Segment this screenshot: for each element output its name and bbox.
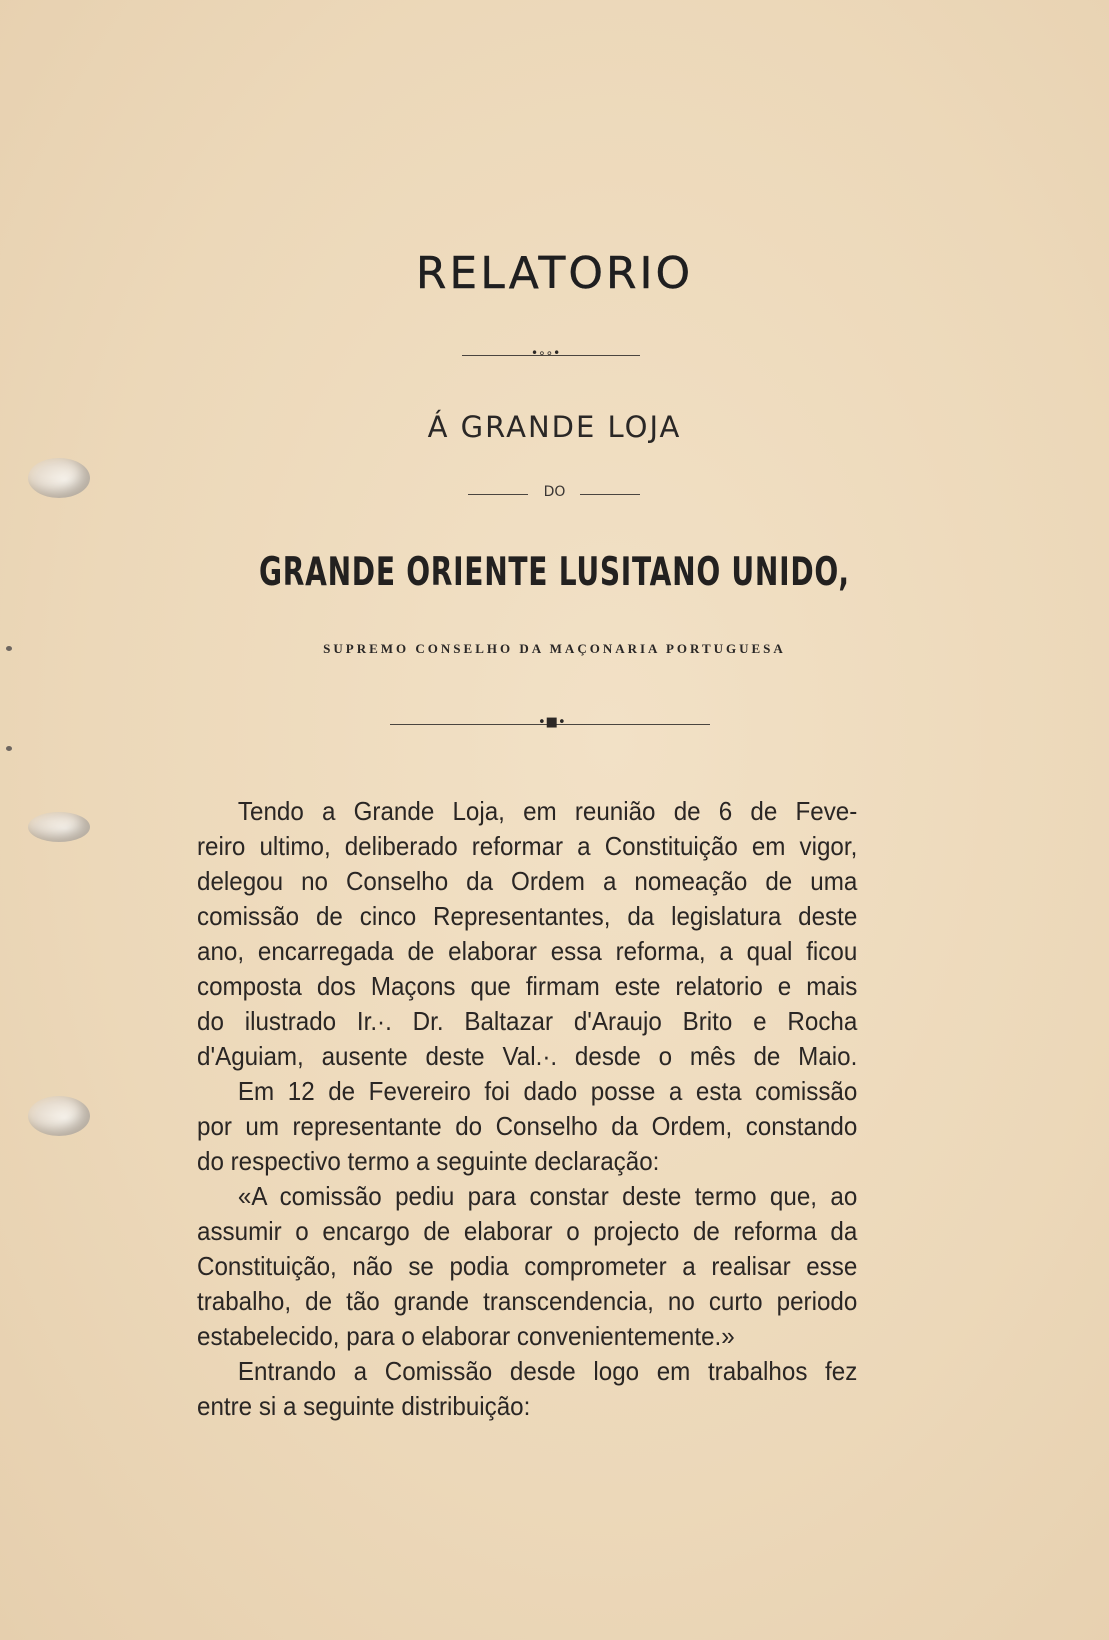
organization-subtitle: SUPREMO CONSELHO DA MAÇONARIA PORTUGUESA bbox=[323, 641, 786, 656]
binder-hole bbox=[28, 1096, 90, 1136]
organization-heading: GRANDE ORIENTE LUSITANO UNIDO, bbox=[259, 550, 850, 595]
paragraph-line: reiro ultimo, deliberado reformar a Constituição em vigor, bbox=[197, 831, 858, 861]
paragraph-line: delegou no Conselho da Ordem a nomeação de uma bbox=[197, 866, 858, 896]
paragraph-line: Constituição, não se podia comprometer a realisar esse bbox=[197, 1251, 858, 1281]
paragraph-line: Entrando a Comissão desde logo em trabalhos fez bbox=[237, 1356, 858, 1386]
paragraph-line: do ilustrado Ir.·. Dr. Baltazar d'Araujo Brito e Rocha bbox=[197, 1006, 858, 1036]
paragraph-line: «A comissão pediu para constar deste termo que, ao bbox=[237, 1181, 858, 1211]
paragraph-line: Tendo a Grande Loja, em reunião de 6 de Feve- bbox=[237, 796, 858, 826]
paragraph-line: do respectivo termo a seguinte declaração: bbox=[197, 1146, 660, 1176]
paragraph-line: entre si a seguinte distribuição: bbox=[197, 1391, 531, 1421]
connector-rule-right bbox=[580, 494, 640, 495]
paragraph-line: assumir o encargo de elaborar o projecto de reforma da bbox=[197, 1216, 858, 1246]
paragraph-line: Em 12 de Fevereiro foi dado posse a esta comissão bbox=[237, 1076, 858, 1106]
addressee-heading: Á GRANDE LOJA bbox=[427, 410, 682, 444]
paragraph-line: d'Aguiam, ausente deste Val.·. desde o mês de Maio. bbox=[197, 1041, 858, 1071]
binder-hole bbox=[28, 812, 90, 842]
divider-ornament: •■• bbox=[538, 715, 566, 730]
paragraph-line: comissão de cinco Representantes, da legislatura deste bbox=[197, 901, 858, 931]
connector-word: DO bbox=[543, 484, 566, 500]
report-body bbox=[197, 794, 857, 1424]
paragraph-line: composta dos Maçons que firmam este relatorio e mais bbox=[197, 971, 858, 1001]
paragraph-line: trabalho, de tão grande transcendencia, no curto periodo bbox=[197, 1286, 858, 1316]
paragraph-line: por um representante do Conselho da Ordem, constando bbox=[197, 1111, 858, 1141]
paragraph-line: estabelecido, para o elaborar convenientemente.» bbox=[197, 1321, 735, 1351]
title-ornament: •∘∘• bbox=[531, 346, 561, 360]
paragraph-line: ano, encarregada de elaborar essa reforma, a qual ficou bbox=[197, 936, 858, 966]
paper-speck bbox=[6, 746, 12, 751]
document-title: RELATORIO bbox=[415, 248, 694, 299]
